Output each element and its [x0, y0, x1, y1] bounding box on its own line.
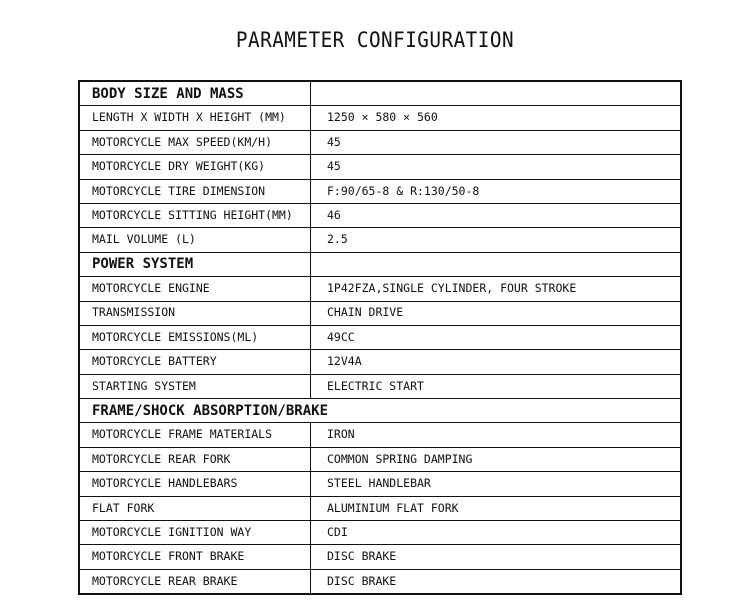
row-value: DISC BRAKE — [311, 545, 682, 569]
section-heading: POWER SYSTEM — [79, 252, 311, 276]
section-header-power-system — [79, 252, 681, 276]
row-value: ALUMINIUM FLAT FORK — [311, 496, 682, 520]
table-row — [79, 472, 681, 496]
table-row — [79, 423, 681, 447]
table-row — [79, 155, 681, 179]
section-heading: FRAME/SHOCK ABSORPTION/BRAKE — [79, 399, 681, 423]
row-value: 12V4A — [311, 350, 682, 374]
row-value: COMMON SPRING DAMPING — [311, 447, 682, 471]
row-value: 45 — [311, 155, 682, 179]
row-value: ELECTRIC START — [311, 374, 682, 398]
row-label: MOTORCYCLE FRONT BRAKE — [79, 545, 311, 569]
row-label: MOTORCYCLE BATTERY — [79, 350, 311, 374]
row-label: STARTING SYSTEM — [79, 374, 311, 398]
row-label: MOTORCYCLE SITTING HEIGHT(MM) — [79, 203, 311, 227]
table-row — [79, 130, 681, 154]
row-value: IRON — [311, 423, 682, 447]
table-row — [79, 374, 681, 398]
row-value: 2.5 — [311, 228, 682, 252]
table-row — [79, 325, 681, 349]
row-label: MOTORCYCLE ENGINE — [79, 277, 311, 301]
row-label: MOTORCYCLE TIRE DIMENSION — [79, 179, 311, 203]
section-heading: BODY SIZE AND MASS — [79, 81, 311, 106]
table-row — [79, 301, 681, 325]
section-header-body-size — [79, 81, 681, 106]
section-heading-blank — [311, 252, 682, 276]
row-label: TRANSMISSION — [79, 301, 311, 325]
table-row — [79, 228, 681, 252]
row-label: MAIL VOLUME (L) — [79, 228, 311, 252]
table-row — [79, 350, 681, 374]
row-label: MOTORCYCLE FRAME MATERIALS — [79, 423, 311, 447]
row-value: 1250 × 580 × 560 — [311, 106, 682, 130]
table-row — [79, 521, 681, 545]
row-value: STEEL HANDLEBAR — [311, 472, 682, 496]
spec-table — [78, 80, 682, 595]
row-value: DISC BRAKE — [311, 569, 682, 594]
page-title: PARAMETER CONFIGURATION — [235, 28, 515, 52]
row-label: MOTORCYCLE IGNITION WAY — [79, 521, 311, 545]
section-header-frame-shock-brake — [79, 399, 681, 423]
table-row — [79, 179, 681, 203]
row-label: MOTORCYCLE REAR BRAKE — [79, 569, 311, 594]
row-value: 46 — [311, 203, 682, 227]
table-row — [79, 447, 681, 471]
table-row — [79, 277, 681, 301]
row-label: MOTORCYCLE EMISSIONS(ML) — [79, 325, 311, 349]
row-label: MOTORCYCLE HANDLEBARS — [79, 472, 311, 496]
table-row — [79, 203, 681, 227]
table-row — [79, 106, 681, 130]
row-value: CDI — [311, 521, 682, 545]
row-value: CHAIN DRIVE — [311, 301, 682, 325]
row-value: 1P42FZA,SINGLE CYLINDER, FOUR STROKE — [311, 277, 682, 301]
row-label: FLAT FORK — [79, 496, 311, 520]
section-heading-blank — [311, 81, 682, 106]
table-row — [79, 545, 681, 569]
row-value: 49CC — [311, 325, 682, 349]
row-value: F:90/65-8 & R:130/50-8 — [311, 179, 682, 203]
row-label: MOTORCYCLE DRY WEIGHT(KG) — [79, 155, 311, 179]
table-row — [79, 496, 681, 520]
row-label: MOTORCYCLE MAX SPEED(KM/H) — [79, 130, 311, 154]
row-label: LENGTH X WIDTH X HEIGHT (MM) — [79, 106, 311, 130]
row-label: MOTORCYCLE REAR FORK — [79, 447, 311, 471]
table-row — [79, 569, 681, 594]
row-value: 45 — [311, 130, 682, 154]
